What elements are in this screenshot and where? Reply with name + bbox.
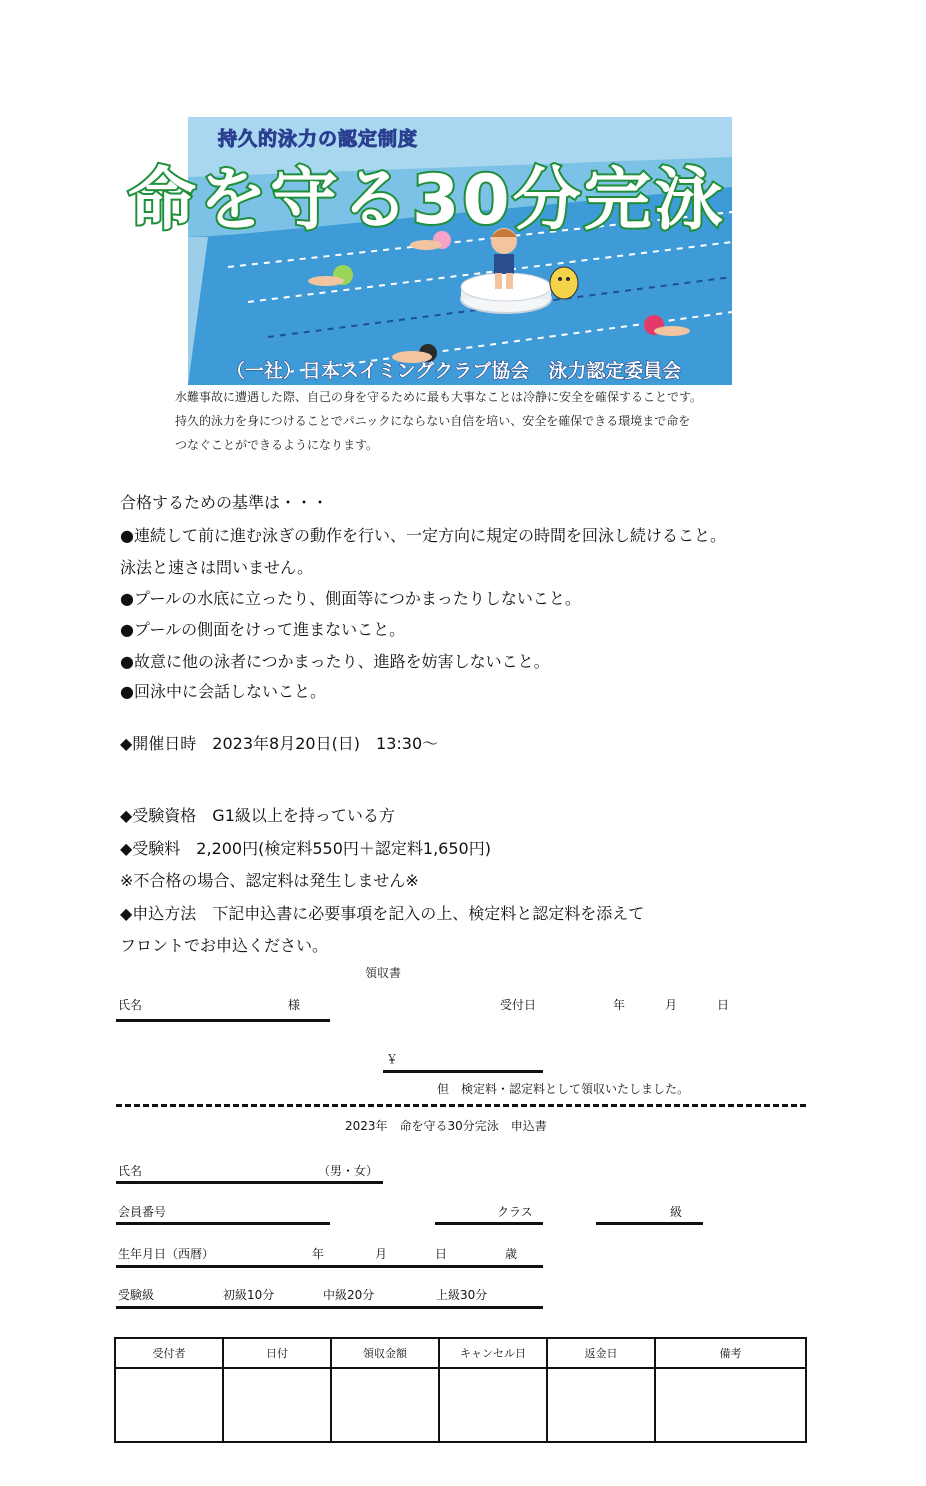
log-header-date: 日付 xyxy=(223,1338,331,1368)
app-birth-day: 日 xyxy=(435,1247,448,1261)
app-member-line xyxy=(116,1222,330,1225)
intro-line-3: つなぐことができるようになります。 xyxy=(175,438,379,452)
apply-method: ◆申込方法 下記申込書に必要事項を記入の上、検定料と認定料を添えて xyxy=(120,904,645,923)
log-cell[interactable] xyxy=(439,1368,547,1442)
app-exam-label: 受験級 xyxy=(118,1288,155,1302)
intro-line-1: 水難事故に遭遇した際、自己の身を守るために最も大事なことは冷静に安全を確保することです。 xyxy=(175,390,703,404)
office-log-table xyxy=(114,1337,807,1443)
app-member-label: 会員番号 xyxy=(118,1205,167,1219)
banner-subtitle: 持久的泳力の認定制度 xyxy=(218,128,419,150)
log-header-receiver: 受付者 xyxy=(115,1338,223,1368)
fee-note: ※不合格の場合、認定料は発生しません※ xyxy=(120,871,419,890)
app-grade-label: 級 xyxy=(670,1205,683,1219)
log-header-refund-date: 返金日 xyxy=(547,1338,655,1368)
receipt-amount-line xyxy=(383,1070,543,1073)
event-date: ◆開催日時 2023年8月20日(日) 13:30～ xyxy=(120,734,439,753)
receipt-year: 年 xyxy=(613,998,626,1012)
application-title: 2023年 命を守る30分完泳 申込書 xyxy=(345,1119,547,1133)
log-cell[interactable] xyxy=(115,1368,223,1442)
app-gender: （男・女） xyxy=(318,1164,379,1178)
receipt-month: 月 xyxy=(665,998,678,1012)
receipt-honorific: 様 xyxy=(288,998,301,1012)
app-birth-label: 生年月日（西暦） xyxy=(118,1247,215,1261)
app-birth-month: 月 xyxy=(375,1247,388,1261)
receipt-title: 領収書 xyxy=(365,966,402,980)
app-level-advanced: 上級30分 xyxy=(436,1288,488,1302)
exam-fee: ◆受験料 2,200円(検定料550円＋認定料1,650円) xyxy=(120,839,491,858)
criteria-item: ●プールの側面をけって進まないこと。 xyxy=(120,620,406,639)
criteria-item: 泳法と速さは問いません。 xyxy=(120,558,313,577)
app-class-label: クラス xyxy=(497,1205,533,1219)
receipt-note: 但 検定料・認定料として領収いたしました。 xyxy=(437,1082,690,1096)
log-cell[interactable] xyxy=(223,1368,331,1442)
app-grade-line xyxy=(596,1222,703,1225)
app-birth-line xyxy=(116,1265,543,1268)
intro-line-2: 持久的泳力を身につけることでパニックにならない自信を培い、安全を確保できる環境まで命を xyxy=(175,414,691,428)
log-cell[interactable] xyxy=(331,1368,439,1442)
app-age: 歳 xyxy=(505,1247,518,1261)
app-level-beginner: 初級10分 xyxy=(223,1288,275,1302)
criteria-item: ●回泳中に会話しないこと。 xyxy=(120,682,326,701)
criteria-item: ●連続して前に進む泳ぎの動作を行い、一定方向に規定の時間を回泳し続けること。 xyxy=(120,526,726,545)
apply-method-cont: フロントでお申込ください。 xyxy=(120,936,329,955)
log-header-amount: 領収金額 xyxy=(331,1338,439,1368)
criteria-item: ●プールの水底に立ったり、側面等につかまったりしないこと。 xyxy=(120,589,581,608)
log-cell[interactable] xyxy=(547,1368,655,1442)
criteria-heading: 合格するための基準は・・・ xyxy=(120,493,329,512)
receipt-date-label: 受付日 xyxy=(500,998,537,1012)
banner-title: 命を守る30分完泳 xyxy=(128,161,726,240)
receipt-name-line xyxy=(116,1019,330,1022)
cut-line xyxy=(116,1104,806,1107)
app-class-line xyxy=(435,1222,543,1225)
log-cell[interactable] xyxy=(655,1368,806,1442)
log-header-cancel-date: キャンセル日 xyxy=(439,1338,547,1368)
log-header-notes: 備考 xyxy=(655,1338,806,1368)
receipt-day: 日 xyxy=(717,998,730,1012)
app-name-line xyxy=(116,1181,383,1184)
app-level-intermediate: 中級20分 xyxy=(323,1288,375,1302)
app-name-label: 氏名 xyxy=(118,1164,143,1178)
eligibility: ◆受験資格 G1級以上を持っている方 xyxy=(120,806,395,825)
app-exam-line xyxy=(116,1306,543,1309)
receipt-name-label: 氏名 xyxy=(118,998,143,1012)
app-birth-year: 年 xyxy=(312,1247,325,1261)
criteria-item: ●故意に他の泳者につかまったり、進路を妨害しないこと。 xyxy=(120,652,550,671)
banner-organization: （一社）日本スイミングクラブ協会 泳力認定委員会 xyxy=(226,360,682,382)
receipt-yen: ￥ xyxy=(386,1052,399,1066)
